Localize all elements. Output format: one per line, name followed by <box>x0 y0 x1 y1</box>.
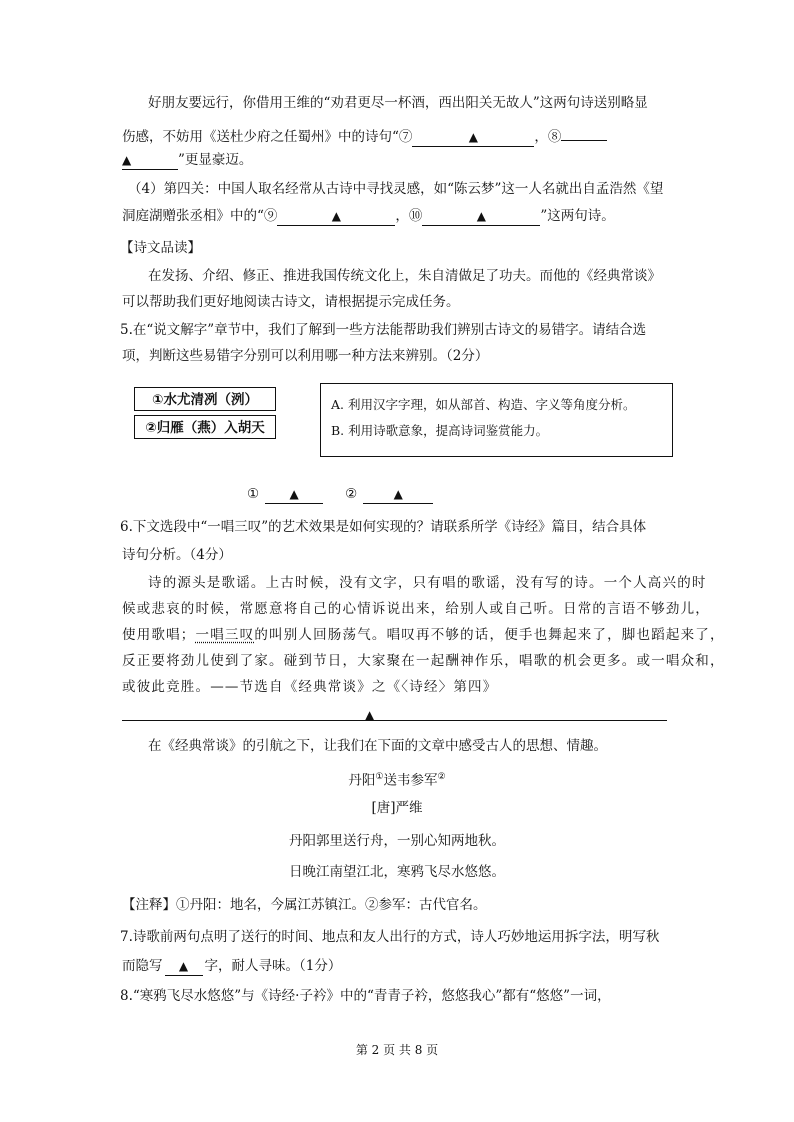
section-heading: 【诗文品读】 <box>120 240 201 256</box>
q4-line1: 好朋友要远行，你借用王维的“劝君更尽一杯酒，西出阳关无故人”这两句诗送别略显 <box>148 95 648 111</box>
q4-line3: ▲ ”更显豪迈。 <box>122 152 253 168</box>
q4-item4-line2: 洞庭湖赠张丞相》中的“⑨ ▲ ，⑩ ▲ ”这两句诗。 <box>122 208 615 224</box>
q6-passage-line: 使用歌唱；一唱三叹的叫别人回肠荡气。唱叹再不够的话，便手也舞起来了，脚也蹈起来了， <box>122 627 725 643</box>
q5-options-box <box>320 383 673 457</box>
q6-passage-line: 诗的源头是歌谣。上古时候，没有文字，只有唱的歌谣，没有写的诗。一个人高兴的时 <box>148 575 707 591</box>
q6-line1: 6.下文选段中“一唱三叹”的艺术效果是如何实现的？请联系所学《诗经》篇目，结合具体 <box>120 519 647 535</box>
q7-line1: 7.诗歌前两句点明了送行的时间、地点和友人出行的方式，诗人巧妙地运用拆字法，明写秋 <box>120 929 660 945</box>
q5-answer-blank-2[interactable]: ▲ <box>363 486 433 504</box>
answer-blank-10[interactable]: ▲ <box>422 208 540 226</box>
q5-answer-row: ① ▲ ② ▲ <box>247 484 433 504</box>
q5-item-box: ②归雁（燕）入胡天 <box>134 415 276 439</box>
intro-line1: 在发扬、介绍、修正、推进我国传统文化上，朱自清做足了功夫。而他的《经典常谈》 <box>148 268 661 284</box>
answer-blank-7[interactable]: ▲ <box>412 129 534 147</box>
poem-verse: 丹阳郭里送行舟，一别心知两地秋。 <box>289 833 505 849</box>
emphasized-phrase: 一唱三叹 <box>195 627 255 643</box>
q6-answer-mark: ▲ <box>365 708 375 722</box>
poem-intro: 在《经典常谈》的引航之下，让我们在下面的文章中感受古人的思想、情趣。 <box>148 738 607 754</box>
q5-answer-blank-1[interactable]: ▲ <box>265 486 323 504</box>
poem-author: [唐]严维 <box>371 800 423 816</box>
q5-option-a: A. 利用汉字字理，如从部首、构造、字义等角度分析。 <box>331 397 636 412</box>
q6-line2: 诗句分析。（4分） <box>122 547 232 563</box>
q4-item4-line1: （4）第四关：中国人取名经常从古诗中寻找灵感，如“陈云梦”这一人名就出自孟浩然《望 <box>128 181 664 197</box>
q5-option-b: B. 利用诗歌意象，提高诗词鉴赏能力。 <box>331 423 549 438</box>
q6-passage-line: 或彼此竞胜。——节选自《经典常谈》之《〈诗经〉第四》 <box>122 679 498 695</box>
answer-blank-9[interactable]: ▲ <box>277 208 395 226</box>
answer-blank-8[interactable]: ▲ <box>122 152 178 170</box>
q7-answer-blank[interactable]: ▲ <box>165 958 203 976</box>
answer-blank-8-start[interactable] <box>561 123 607 141</box>
q5-item-box: ①水尤清冽（洌） <box>134 387 276 411</box>
poem-title: 丹阳①送韦参军② <box>348 772 446 789</box>
q5-line1: 5.在“说文解字”章节中，我们了解到一些方法能帮助我们辨别古诗文的易错字。请结合选 <box>120 322 647 338</box>
q5-item-boxes <box>134 387 276 443</box>
q5-line2: 项，判断这些易错字分别可以利用哪一种方法来辨别。（2分） <box>122 348 489 364</box>
q6-answer-line[interactable] <box>122 720 667 721</box>
q7-line2: 而隐写 ▲ 字，耐人寻味。（1分） <box>122 958 342 974</box>
q8-line1: 8.“寒鸦飞尽水悠悠”与《诗经·子衿》中的“青青子衿，悠悠我心”都有“悠悠”一词， <box>120 988 611 1004</box>
page-footer: 第 2 页 共 8 页 <box>355 1043 439 1057</box>
q4-line2: 伤感，不妨用《送杜少府之任蜀州》中的诗句“⑦ ▲ ，⑧ <box>122 123 607 147</box>
intro-line2: 可以帮助我们更好地阅读古诗文，请根据提示完成任务。 <box>122 294 460 310</box>
poem-verse: 日晚江南望江北，寒鸦飞尽水悠悠。 <box>289 864 505 880</box>
poem-note: 【注释】①丹阳：地名，今属江苏镇江。②参军：古代官名。 <box>122 897 487 913</box>
q6-passage-line: 候或悲哀的时候，常愿意将自己的心情诉说出来，给别人或自己听。日常的言语不够劲儿， <box>122 601 710 617</box>
q6-passage-line: 反正要将劲儿使到了家。碰到节日，大家聚在一起酬神作乐，唱歌的机会更多。或一唱众和， <box>122 653 725 669</box>
